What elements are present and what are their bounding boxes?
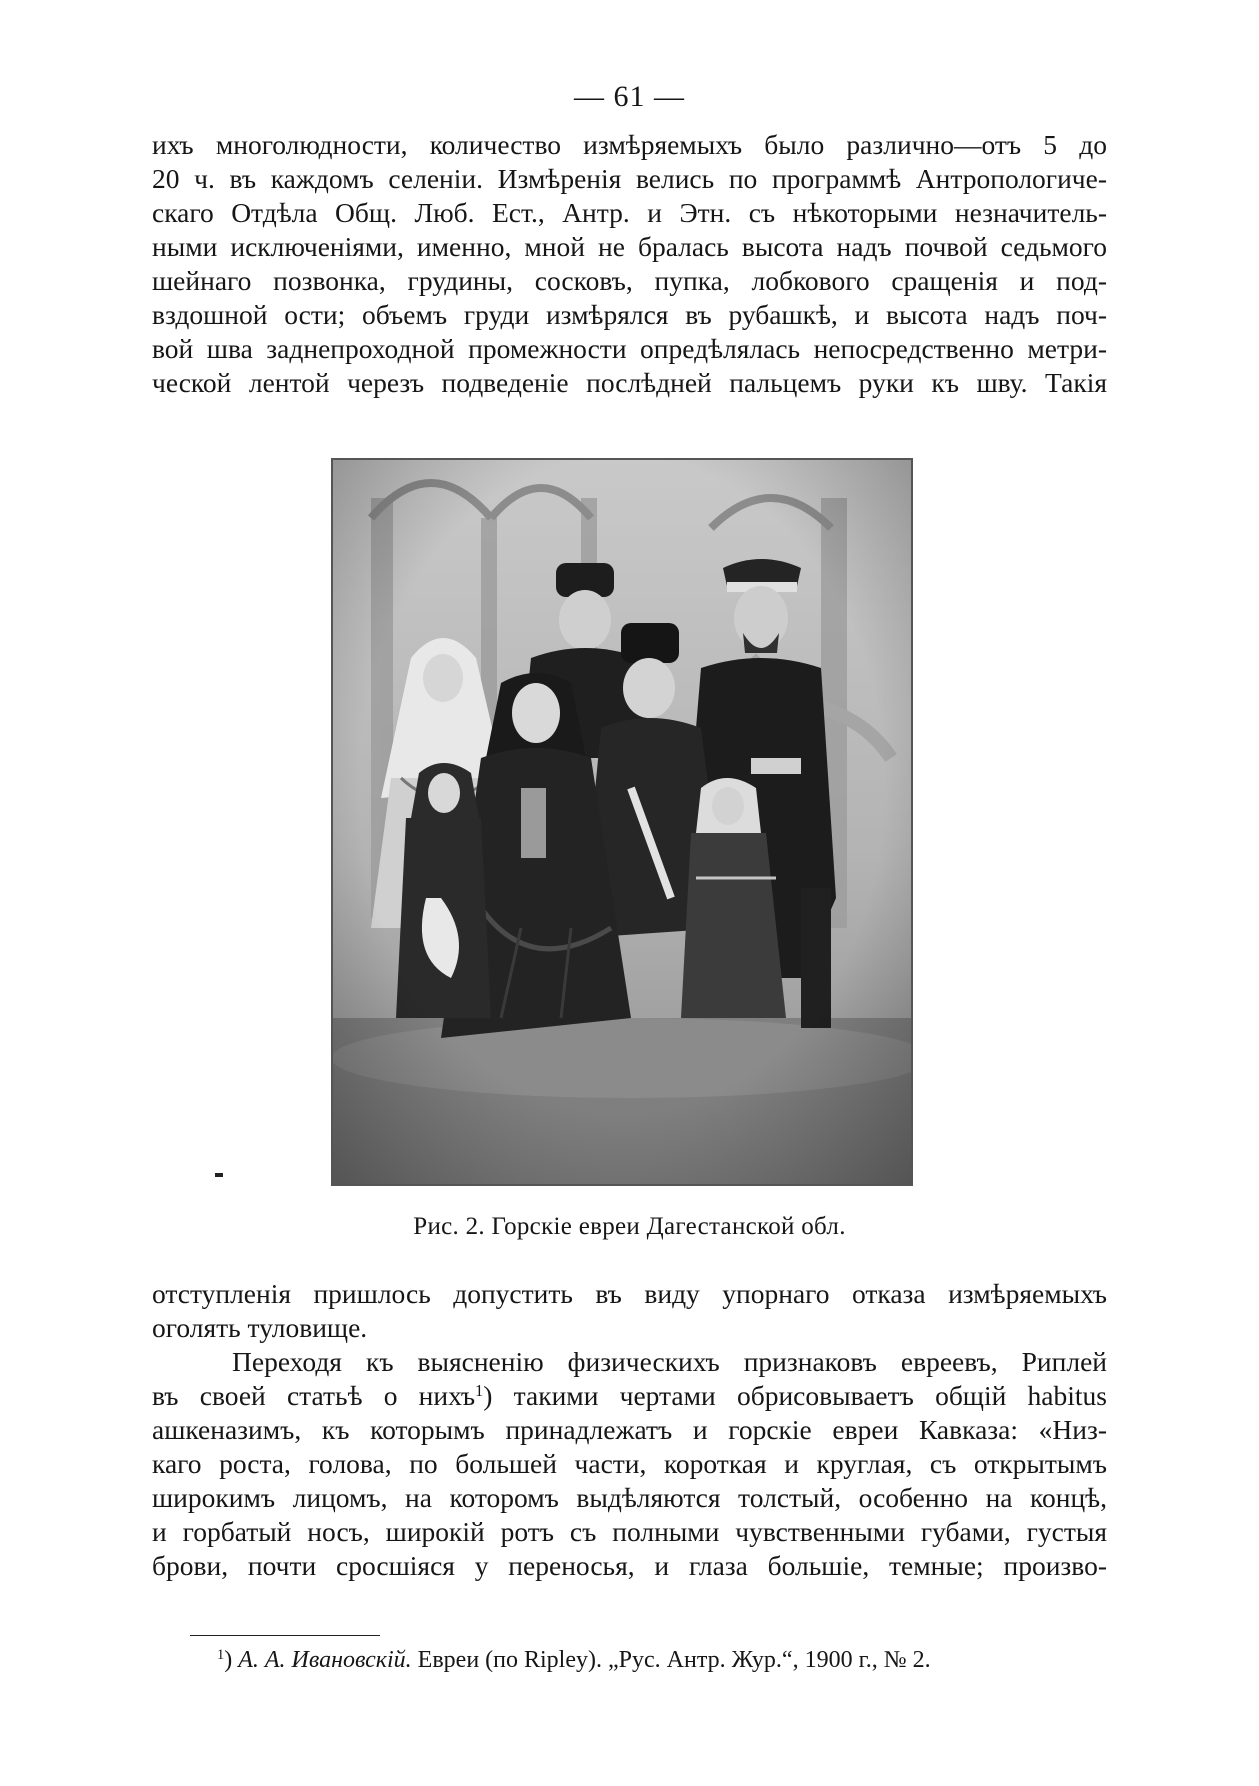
text-line: каго роста, голова, по большей части, короткая и круглая, съ открытымъ [152,1448,1107,1479]
text-fragment: ) такими чертами обрисовываетъ общій habitus [483,1380,1107,1411]
text-line: Переходя къ выясненію физическихъ признаковъ евреевъ, Риплей [232,1346,1107,1377]
footnote-author: А. А. Ивановскій. [238,1647,412,1673]
family-photograph [331,458,913,1186]
footnote-divider [190,1635,380,1636]
text-line: ными исключеніями, именно, мной не бралась высота надъ почвой седьмого [152,231,1107,262]
paragraph-2 [152,1277,1107,1345]
text-line: брови, почти сросшіяся у переносья, и глаза большіе, темные; произво- [152,1550,1107,1581]
text-line: вздошной ости; объемъ груди измѣрялся въ рубашкѣ, и высота надъ поч- [152,299,1107,330]
text-line: ческой лентой черезъ подведеніе послѣдней пальцемъ руки къ шву. Такія [152,367,1107,398]
text-line: широкимъ лицомъ, на которомъ выдѣляются толстый, особенно на концѣ, [152,1482,1107,1513]
text-line: и горбатый носъ, широкій ротъ съ полными чувственными губами, густыя [152,1516,1107,1547]
paragraph-1 [152,128,1107,400]
footnote-text: Евреи (по Ripley). „Рус. Антр. Жур.“, 1900 г., № 2. [411,1647,931,1673]
margin-mark [215,1173,223,1177]
text-line: скаго Отдѣла Общ. Люб. Ест., Антр. и Этн. съ нѣкоторыми незначитель- [152,197,1107,228]
text-line: 20 ч. въ каждомъ селеніи. Измѣренія велись по программѣ Антропологиче- [152,163,1107,194]
figure-caption: Рис. 2. Горскіе евреи Дагестанской обл. [413,1213,846,1240]
page-number: — 61 — [574,80,685,113]
text-line: шейнаго позвонка, грудины, сосковъ, пупка, лобкового сращенія и под- [152,265,1107,296]
footnote-reference: 1 [475,1380,484,1400]
text-line: оголять туловище. [152,1312,368,1343]
footnote-marker: 1 [217,1647,225,1664]
text-line [152,1379,1107,1413]
paragraph-3 [152,1345,1107,1583]
photograph-illustration [331,458,913,1186]
text-line: отступленія пришлось допустить въ виду упорнаго отказа измѣряемыхъ [152,1278,1107,1309]
text-fragment: въ своей статьѣ о нихъ [152,1380,476,1411]
text-line: вой шва заднепроходной промежности опредѣлялась непосредственно метри- [152,333,1107,364]
footnote: $^1$) А. А. Ивановскій. Евреи (по Ripley). „Рус. Антр. Жур.“, 1900 г., № 2. [217,1647,931,1673]
text-line: ашкеназимъ, къ которымъ принадлежатъ и горскіе евреи Кавказа: «Низ- [152,1414,1107,1445]
text-line: ихъ многолюдности, количество измѣряемыхъ было различно—отъ 5 до [152,129,1107,160]
